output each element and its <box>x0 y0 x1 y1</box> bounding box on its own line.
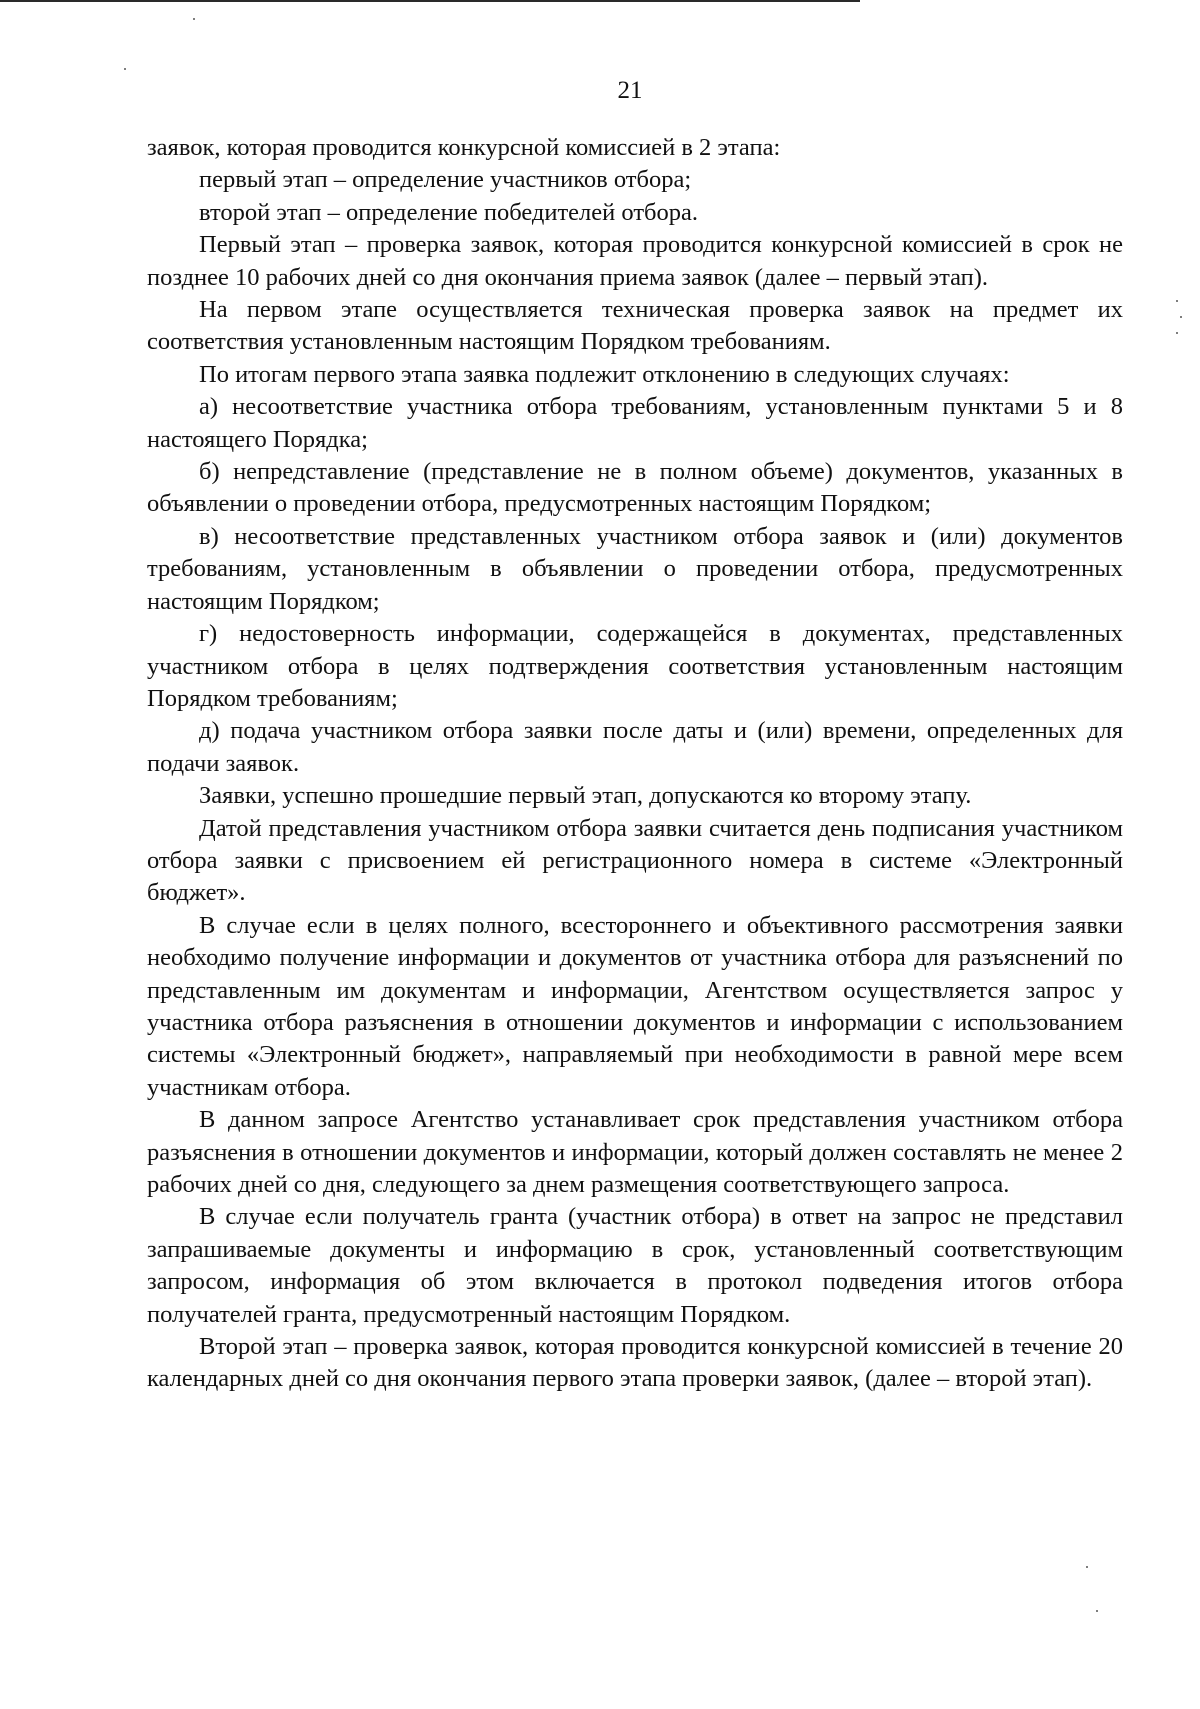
scan-speck <box>1176 332 1178 334</box>
paragraph: Второй этап – проверка заявок, которая проводится конкурсной комиссией в течение 20 календарных дней со дня окончания первого этапа проверки заявок, (далее – второй этап). <box>147 1333 1123 1393</box>
page-number: 21 <box>617 77 643 104</box>
paragraph: По итогам первого этапа заявка подлежит отклонению в следующих случаях: <box>199 360 1010 388</box>
paragraph: В случае если получатель гранта (участник отбора) в ответ на запрос не представил запрашиваемые документы и информацию в срок, установленный соответствующим запросом, информация об этом включается в протокол подведения итогов отбора получателей гранта, предусмотренный настоящим Порядком. <box>147 1203 1123 1328</box>
paragraph: На первом этапе осуществляется техническая проверка заявок на предмет их соответствия установленным настоящим Порядком требованиям. <box>147 296 1123 356</box>
list-item-g: г) недостоверность информации, содержащейся в документах, представленных участником отбора в целях подтверждения соответствия установленным настоящим Порядком требованиям; <box>147 620 1123 712</box>
paragraph: В данном запросе Агентство устанавливает срок представления участником отбора разъяснения в отношении документов и информации, который должен составлять не менее 2 рабочих дней со дня, следующего за днем размещения соответствующего запроса. <box>147 1106 1123 1198</box>
paragraph: Первый этап – проверка заявок, которая проводится конкурсной комиссией в срок не позднее 10 рабочих дней со дня окончания приема заявок (далее – первый этап). <box>147 231 1123 291</box>
scan-speck <box>1086 1566 1088 1568</box>
paragraph: Датой представления участником отбора заявки считается день подписания участником отбора заявки с присвоением ей регистрационного номера в системе «Электронный бюджет». <box>147 814 1123 907</box>
scan-speck <box>124 68 126 70</box>
scan-top-edge <box>0 0 860 2</box>
paragraph: заявок, которая проводится конкурсной комиссией в 2 этапа: <box>147 134 781 161</box>
document-body <box>147 132 1123 1396</box>
paragraph: второй этап – определение победителей отбора. <box>199 198 698 226</box>
list-item-b: б) непредставление (представление не в полном объеме) документов, указанных в объявлении о проведении отбора, предусмотренных настоящим Порядком; <box>147 458 1123 518</box>
scan-speck <box>1096 1610 1098 1612</box>
scan-speck <box>193 18 195 20</box>
scan-speck <box>1176 300 1178 302</box>
paragraph: В случае если в целях полного, всестороннего и объективного рассмотрения заявки необходимо получение информации и документов от участника отбора для разъяснений по представленным им документам и информации, Агентством осуществляется запрос у участника отбора разъяснения в отношении документов и информации с использованием системы «Электронный бюджет», направляемый при необходимости в равной мере всем участникам отбора. <box>147 911 1123 1101</box>
paragraph: первый этап – определение участников отбора; <box>199 166 692 194</box>
list-item-a: а) несоответствие участника отбора требованиям, установленным пунктами 5 и 8 настоящего Порядка; <box>147 393 1123 453</box>
paragraph: Заявки, успешно прошедшие первый этап, допускаются ко второму этапу. <box>199 782 972 810</box>
scan-speck <box>1180 316 1182 318</box>
list-item-v: в) несоответствие представленных участником отбора заявок и (или) документов требованиям, установленным в объявлении о проведении отбора, предусмотренных настоящим Порядком; <box>147 522 1123 615</box>
list-item-d: д) подача участником отбора заявки после даты и (или) времени, определенных для подачи заявок. <box>147 717 1123 777</box>
